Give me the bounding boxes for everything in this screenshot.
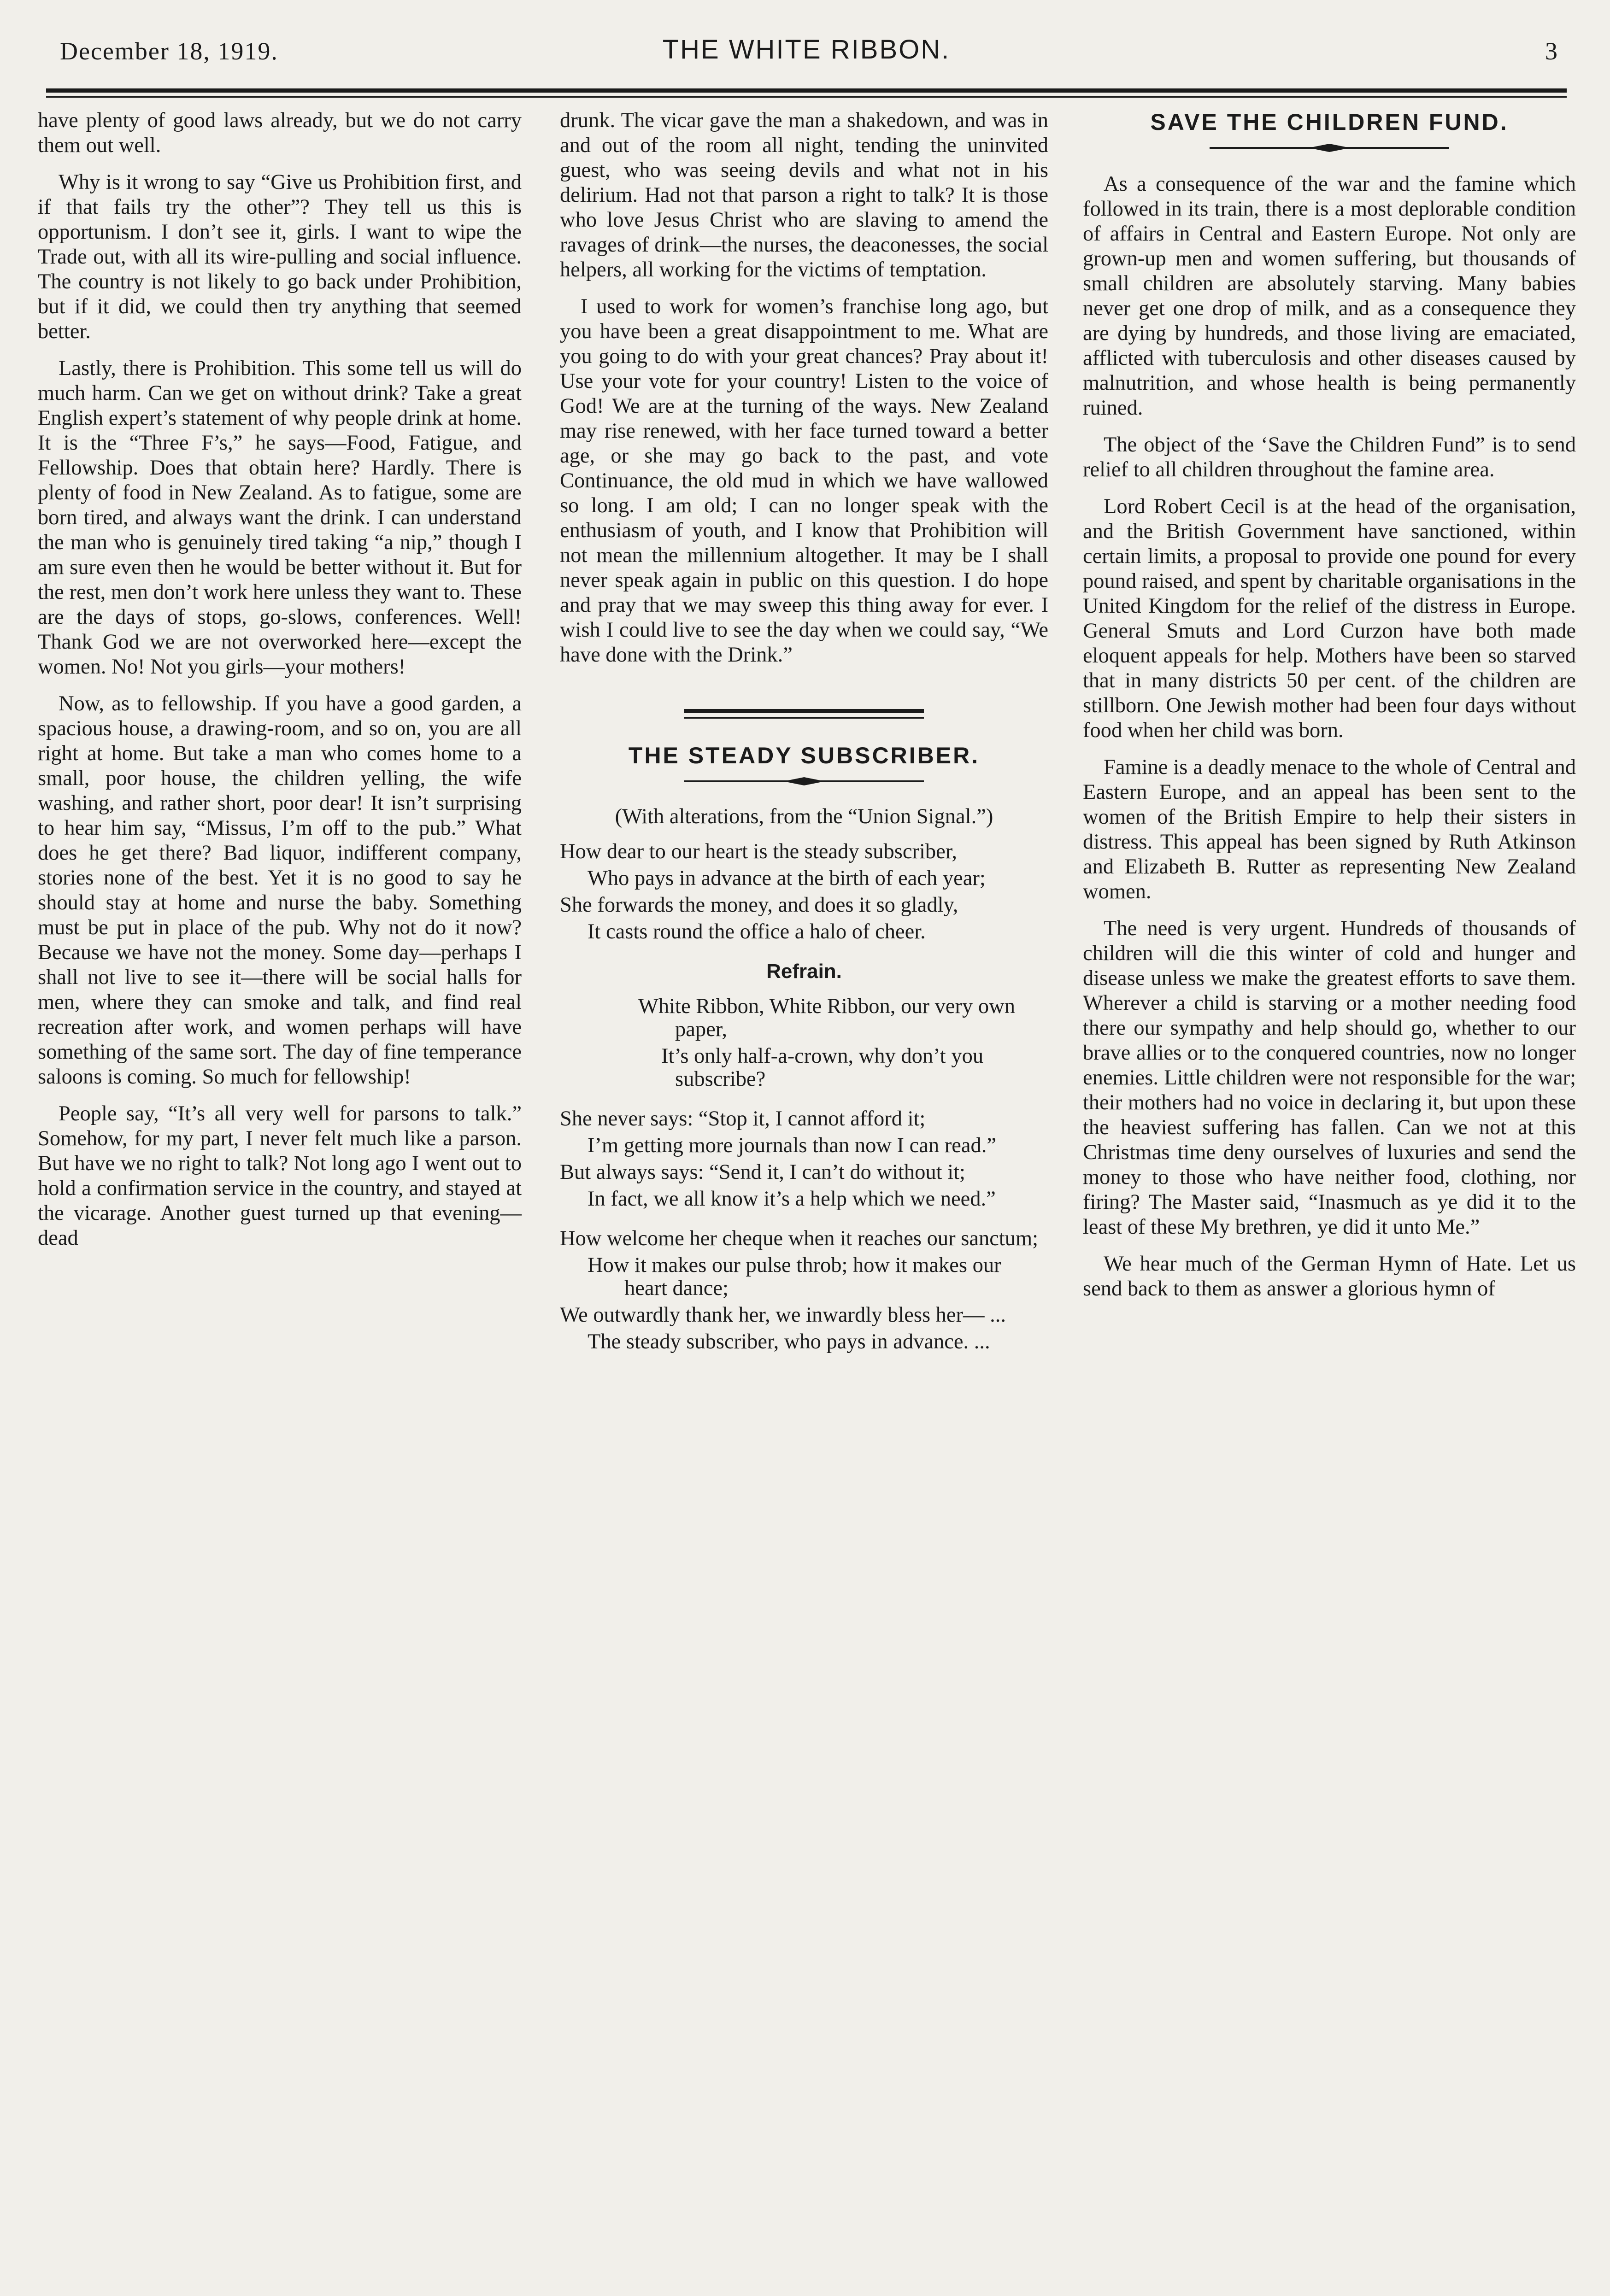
paragraph: Now, as to fellowship. If you have a good garden, a spacious house, a drawing-room, and so on, you are all right at home. But take a man who comes home to a small, poor house, the children yelling, the wife washing, and rather short, poor dear! It isn’t surprising to hear him say, “Missus, I’m off to the pub.” What does he get there? Bad liquor, indifferent company, stories none of the best. Yet it is no good to say he should stay at home and nurse the baby. Something must be put in place of the pub. Why not do it now? Because we have not the money. Some day—perhaps I shall not live to see it—there will be social halls for men, where they can smoke and talk, and find real recreation after work, and women perhaps will have something of the same sort. The day of fine temperance saloons is coming. So much for fellowship! <box>38 692 522 1089</box>
page-number: 3 <box>1545 37 1557 65</box>
poem-line: The steady subscriber, who pays in advance. ... <box>588 1330 990 1353</box>
poem-line: I’m getting more journals than now I can read.” <box>588 1134 997 1157</box>
ornament-rule-icon <box>1210 142 1449 153</box>
column-3 <box>1083 108 1576 1313</box>
refrain <box>560 960 1048 1091</box>
stanza <box>560 1107 1048 1211</box>
poem-line: How welcome her cheque when it reaches our sanctum; <box>560 1227 1039 1250</box>
paragraph: drunk. The vicar gave the man a shakedown, and was in and out of the room all night, tending the uninvited guest, who was seeing devils and what not in his delirium. Had not that parson a right to talk? It is those who love Jesus Christ who are slaving to amend the ravages of drink—the nurses, the deaconesses, the social helpers, all working for the victims of temptation. <box>560 109 1048 281</box>
running-header <box>46 28 1567 97</box>
poem-line: Who pays in advance at the birth of each year; <box>588 867 986 890</box>
poem-line: But always says: “Send it, I can’t do without it; <box>560 1160 965 1184</box>
poem-line: It’s only half-a-crown, why don’t you subscribe? <box>661 1044 984 1091</box>
header-rule-thin <box>46 96 1567 98</box>
paragraph: We hear much of the German Hymn of Hate. Let us send back to them as answer a glorious hymn of <box>1083 1252 1576 1300</box>
paragraph: Lord Robert Cecil is at the head of the organisation, and the British Government have sanctioned, within certain limits, a proposal to provide one pound for every pound raised, and spent by charitable organisations in the United Kingdom for the relief of the distress in Europe. General Smuts and Lord Curzon have both made eloquent appeals for help. Mothers have been so starved that in many districts 50 per cent. of the children are stillborn. One Jewish mother had been four days without food when her child was born. <box>1083 495 1576 742</box>
header-rule <box>46 88 1567 93</box>
paragraph: Lastly, there is Prohibition. This some tell us will do much harm. Can we get on without drink? Take a great English expert’s statement of why people drink at home. It is the “Three F’s,” he says—Food, Fatigue, and Fellowship. Does that obtain here? Hardly. There is plenty of food in New Zealand. As to fatigue, some are born tired, and always want the drink. I can understand the man who is genuinely tired taking “a nip,” though I am sure even then he would be better without it. But for the rest, men don’t work here unless they want to. These are the days of stops, go-slows, conferences. Well! Thank God we are not overworked here—except the women. No! Not you girls—your mothers! <box>38 357 522 679</box>
paragraph: Famine is a deadly menace to the whole of Central and Eastern Europe, and an appeal has been sent to the women of the British Empire to help their sisters in distress. This appeal has been signed by Ruth Atkinson and Elizabeth B. Rutter as representing New Zealand women. <box>1083 756 1576 903</box>
paragraph: The need is very urgent. Hundreds of thousands of children will die this winter of cold and hunger and disease unless we make the greatest efforts to save them. Wherever a child is starving or a mother needing food there our sympathy and help should go, whether to our brave allies or to the conquered countries, now no longer enemies. Little children were not responsible for the war; their mothers had no voice in declaring it, but upon these the heaviest suffering has fallen. Can we not at this Christmas time deny ourselves of luxuries and send the money to those who have neither food, clothing, nor firing? The Master said, “Inasmuch as ye did it to the least of these My brethren, ye did it unto Me.” <box>1083 917 1576 1239</box>
poem-line: We outwardly thank her, we inwardly bless her— ... <box>560 1303 1006 1327</box>
ornament-rule-icon <box>684 776 924 787</box>
poem-line: In fact, we all know it’s a help which we need.” <box>588 1187 996 1211</box>
column-1 <box>38 108 522 1263</box>
column-2 <box>560 108 1048 1370</box>
poem-line: She forwards the money, and does it so gladly, <box>560 893 958 917</box>
paragraph: People say, “It’s all very well for parsons to talk.” Somehow, for my part, I never felt much like a parson. But have we no right to talk? Not long ago I went out to hold a confirmation service in the country, and stayed at the vicarage. Another guest turned up that evening—dead <box>38 1102 522 1250</box>
poem-line: White Ribbon, White Ribbon, our very own paper, <box>638 995 1015 1041</box>
paragraph: I used to work for women’s franchise long ago, but you have been a great disappointment to me. What are you going to do with your great chances? Pray about it! Use your vote for your country! Listen to the voice of God! We are at the turning of the ways. New Zealand may rise renewed, with her face turned toward a better age, or she may go back to the past, and vote Continuance, the old mud in which we have wallowed so long. I am old; I can no longer speak with the enthusiasm of youth, and I know that Prohibition will not mean the millennium altogether. It may be I shall never speak again in public on this question. I do hope and pray that we may sweep this thing away for ever. I wish I could live to see the day when we could say, “We have done with the Drink.” <box>560 295 1048 667</box>
poem-line: She never says: “Stop it, I cannot afford it; <box>560 1107 926 1130</box>
poem-title: THE STEADY SUBSCRIBER. <box>628 743 980 768</box>
stanza <box>560 840 1048 943</box>
poem <box>560 805 1048 1353</box>
issue-date: December 18, 1919. <box>60 37 278 65</box>
paragraph: have plenty of good laws already, but we do not carry them out well. <box>38 109 522 157</box>
section-divider <box>684 709 924 719</box>
poem-line: How it makes our pulse throb; how it makes our heart dance; <box>588 1253 1001 1300</box>
paragraph: Why is it wrong to say “Give us Prohibition first, and if that fails try the other”? They tell us this is opportunism. I don’t see it, girls. I want to wipe the Trade out, with all its wire-pulling and social influence. The country is not likely to go back under Prohibition, but if it did, we could then try anything that seemed better. <box>38 170 522 343</box>
poem-line: How dear to our heart is the steady subscriber, <box>560 840 957 863</box>
stanza <box>560 1227 1048 1353</box>
paragraph: As a consequence of the war and the famine which followed in its train, there is a most deplorable condition of affairs in Central and Eastern Europe. Not only are grown-up men and women suffering, but thousands of small children are absolutely starving. Many babies never get one drop of milk, and as a consequence they are dying by hundreds, and those living are emaciated, afflicted with tuberculosis and other diseases caused by malnutrition, and whose health is being permanently ruined. <box>1083 172 1576 420</box>
refrain-title: Refrain. <box>766 960 842 983</box>
paragraph: The object of the ‘Save the Children Fund” is to send relief to all children throughout the famine area. <box>1083 433 1576 481</box>
publication-title: THE WHITE RIBBON. <box>662 35 951 64</box>
poem-line: It casts round the office a halo of cheer. <box>588 920 926 943</box>
article-title: SAVE THE CHILDREN FUND. <box>1150 109 1509 135</box>
poem-subtitle: (With alterations, from the “Union Signal.”) <box>615 805 993 828</box>
